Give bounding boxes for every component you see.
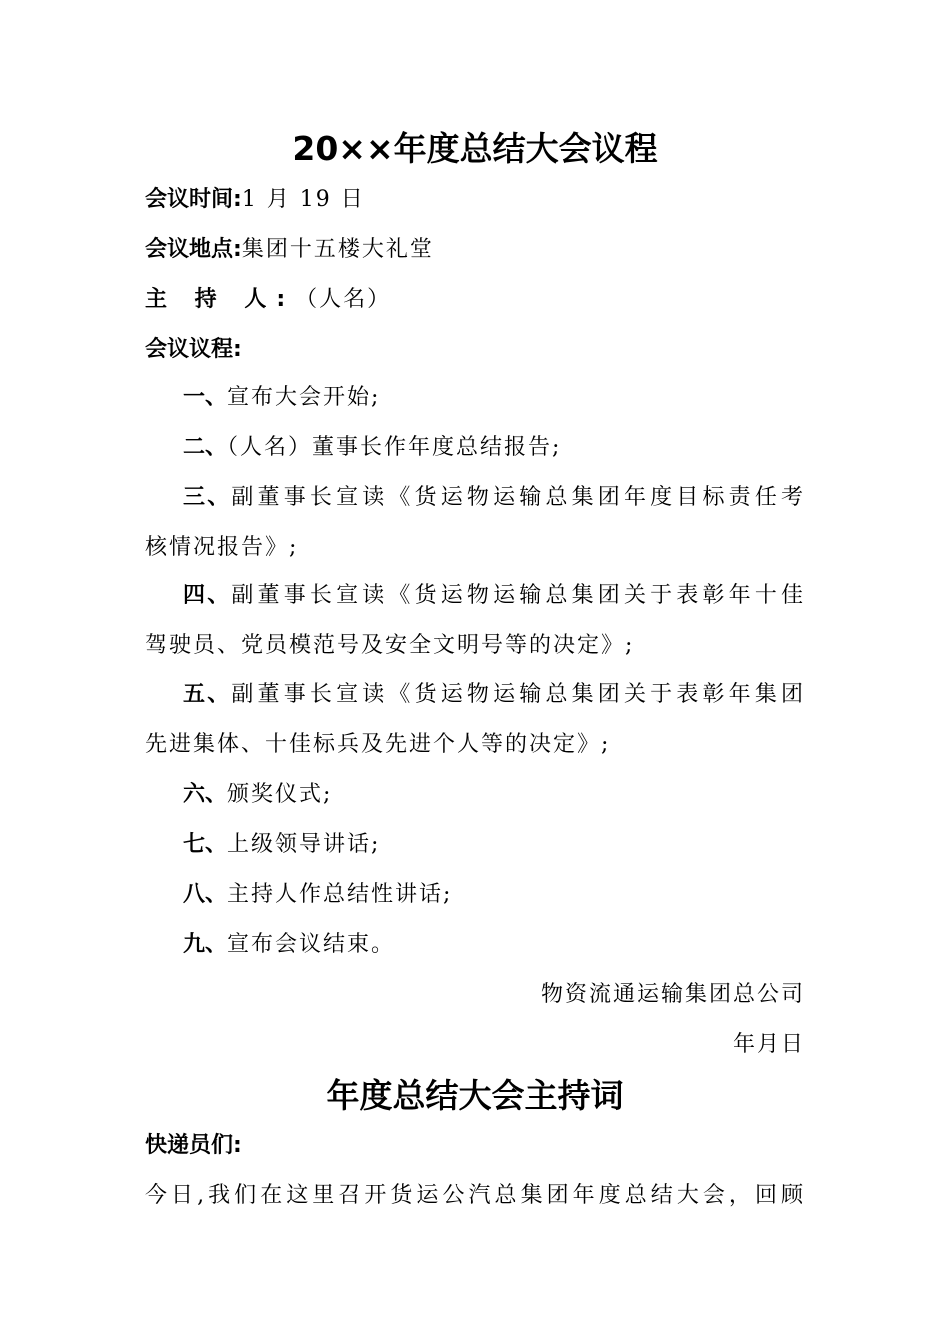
agenda-item: 五、副董事长宣读《货运物运输总集团关于表彰年集团 bbox=[183, 682, 805, 707]
agenda-item-continuation: 驾驶员、党员模范号及安全文明号等的决定》; bbox=[145, 633, 635, 658]
agenda-item-text: 上级领导讲话; bbox=[227, 832, 381, 857]
host-row bbox=[145, 285, 805, 315]
agenda-item-number: 六 bbox=[183, 782, 206, 807]
agenda-item-number: 九 bbox=[183, 932, 206, 957]
agenda-label: 会议议程: bbox=[145, 337, 242, 362]
speech-greeting: 快递员们: bbox=[145, 1133, 242, 1158]
agenda-item: 七、上级领导讲话; bbox=[183, 832, 381, 857]
signature-company: 物资流通运输集团总公司 bbox=[540, 982, 805, 1007]
agenda-item-number: 四 bbox=[183, 583, 208, 608]
agenda-item: 四、副董事长宣读《货运物运输总集团关于表彰年十佳 bbox=[183, 583, 805, 608]
agenda-item: 九、宣布会议结束。 bbox=[183, 932, 396, 957]
agenda-item-number: 五 bbox=[183, 682, 208, 707]
agenda-item-text: 副董事长宣读《货运物运输总集团年度目标责任考 bbox=[231, 485, 805, 510]
meeting-place-label: 会议地点: bbox=[145, 237, 242, 262]
agenda-item: 六、颁奖仪式; bbox=[183, 782, 333, 807]
agenda-item: 一、宣布大会开始; bbox=[183, 385, 381, 410]
agenda-item: 二、（人名）董事长作年度总结报告; bbox=[183, 435, 562, 460]
host-value: （人名） bbox=[295, 287, 392, 312]
meeting-time-label: 会议时间: bbox=[145, 187, 242, 212]
agenda-item-text: （人名）董事长作年度总结报告; bbox=[227, 435, 562, 460]
agenda-item: 八、主持人作总结性讲话; bbox=[183, 882, 453, 907]
agenda-item-text: 宣布大会开始; bbox=[227, 385, 381, 410]
agenda-item-number: 七 bbox=[183, 832, 206, 857]
agenda-item-text: 主持人作总结性讲话; bbox=[227, 882, 453, 907]
agenda-title: 20××年度总结大会议程 bbox=[292, 129, 658, 168]
meeting-time-value: 1 月 19 日 bbox=[241, 187, 365, 212]
host-label: 主 持 人: bbox=[145, 287, 296, 312]
agenda-item: 三、副董事长宣读《货运物运输总集团年度目标责任考 bbox=[183, 485, 805, 510]
agenda-item-number: 三 bbox=[183, 485, 208, 510]
agenda-item-number: 一 bbox=[183, 385, 206, 410]
speech-paragraph-line: 今日,我们在这里召开货运公汽总集团年度总结大会，回顾 bbox=[145, 1183, 805, 1208]
meeting-time-row bbox=[145, 185, 805, 215]
agenda-item-text: 副董事长宣读《货运物运输总集团关于表彰年十佳 bbox=[231, 583, 805, 608]
agenda-item-continuation: 核情况报告》; bbox=[145, 535, 299, 560]
speech-greeting-row bbox=[145, 1131, 805, 1161]
agenda-heading bbox=[145, 335, 805, 365]
meeting-place-value: 集团十五楼大礼堂 bbox=[241, 237, 434, 262]
agenda-item-continuation: 先进集体、十佳标兵及先进个人等的决定》; bbox=[145, 732, 611, 757]
agenda-item-text: 宣布会议结束。 bbox=[227, 932, 396, 957]
meeting-place-row bbox=[145, 235, 805, 265]
agenda-item-text: 颁奖仪式; bbox=[227, 782, 333, 807]
agenda-item-number: 二 bbox=[183, 435, 206, 460]
speech-title: 年度总结大会主持词 bbox=[326, 1076, 624, 1115]
agenda-item-number: 八 bbox=[183, 882, 206, 907]
agenda-item-text: 副董事长宣读《货运物运输总集团关于表彰年集团 bbox=[231, 682, 805, 707]
signature-date: 年月日 bbox=[732, 1032, 805, 1057]
